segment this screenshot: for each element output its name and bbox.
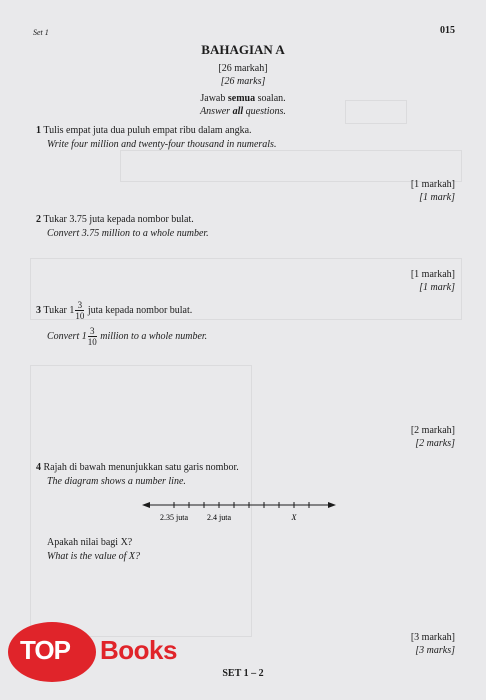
logo-text-books: Books bbox=[100, 635, 177, 665]
fraction: $\frac{3}{10}$ bbox=[87, 326, 97, 347]
question-3-marks: [2 markah] [2 marks] bbox=[410, 425, 455, 449]
question-number: 1 bbox=[36, 125, 41, 136]
question-1-marks: [1 markah] [1 mark] bbox=[410, 179, 455, 203]
question-4 bbox=[36, 461, 239, 489]
paper-code: 015 bbox=[440, 25, 455, 36]
number-line-label: 2.4 juta bbox=[207, 513, 231, 522]
question-text-ms: Rajah di bawah menunjukkan satu garis nombor. bbox=[43, 462, 239, 473]
section-title: BAHAGIAN A bbox=[201, 42, 285, 57]
question-number: 4 bbox=[36, 462, 41, 473]
question-ask-ms: Apakah nilai bagi X? bbox=[47, 537, 133, 548]
question-1 bbox=[36, 124, 276, 152]
fraction: $\frac{3}{10}$ bbox=[75, 300, 85, 321]
instruction-en: Answer all questions. bbox=[200, 106, 286, 117]
question-ask-en: What is the value of X? bbox=[47, 551, 141, 562]
section-marks-ms: [26 markah] bbox=[218, 63, 268, 74]
set-label: Set 1 bbox=[33, 28, 49, 37]
section-marks-en: [26 marks] bbox=[220, 76, 266, 87]
question-3 bbox=[36, 300, 192, 321]
question-text-en: The diagram shows a number line. bbox=[47, 476, 186, 487]
logo-text-top: TOP bbox=[20, 635, 70, 665]
arrow-right-icon bbox=[328, 502, 336, 508]
question-4-marks: [3 markah] [3 marks] bbox=[410, 632, 455, 656]
topbooks-logo bbox=[8, 622, 208, 682]
question-4-ask bbox=[47, 536, 140, 564]
question-text-ms: Tukar 3.75 juta kepada nombor bulat. bbox=[43, 214, 194, 225]
question-3-text-en: Convert 1 $\frac{3}{10}$ million to a whole number. bbox=[47, 326, 208, 347]
question-text-en: Write four million and twenty-four thousand in numerals. bbox=[47, 139, 277, 150]
number-line-label-x: X bbox=[291, 513, 297, 522]
question-text-en: Convert 3.75 million to a whole number. bbox=[47, 228, 209, 239]
arrow-left-icon bbox=[142, 502, 150, 508]
number-line-label: 2.35 juta bbox=[160, 513, 188, 522]
question-text-ms: Tulis empat juta dua puluh empat ribu dalam angka. bbox=[43, 125, 252, 136]
number-line bbox=[140, 498, 340, 524]
question-text-ms: Tukar 1 $\frac{3}{10}$ juta kepada nombor bulat. bbox=[43, 300, 193, 321]
question-2 bbox=[36, 213, 209, 241]
instruction-ms: Jawab semua soalan. bbox=[200, 93, 286, 104]
question-2-marks: [1 markah] [1 mark] bbox=[410, 269, 455, 293]
page-footer: SET 1 – 2 bbox=[222, 668, 264, 679]
question-number: 2 bbox=[36, 214, 41, 225]
question-number: 3 bbox=[36, 304, 41, 316]
